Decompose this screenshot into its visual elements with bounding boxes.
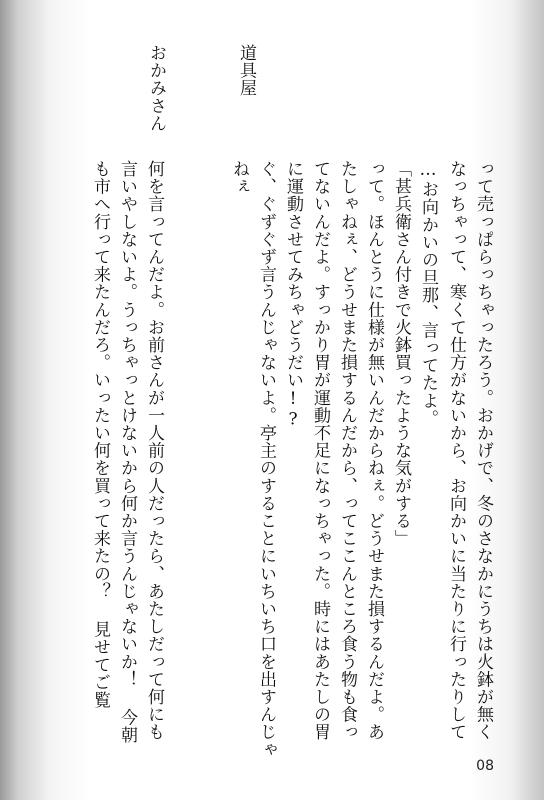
dialogue-line: も市へ行って来たんだろ。いったい何を買って来たの？ 見せてご覧	[90, 160, 110, 709]
dialogue-line: 何を言ってんだよ。お前さんが一人前の人だったら、あたしだって何にも	[144, 160, 164, 741]
dialogue-line: って。ほんとうに仕様が無いんだからねぇ。どうせまた損するんだよ。あ	[364, 160, 384, 741]
speaker-name-okamisan: おかみさん	[146, 44, 166, 132]
dialogue-line: たしゃねぇ、どうせまた損するんだから、ってここんところ食う物も食っ	[337, 160, 357, 741]
dialogue-line: …お向かいの旦那、言ってたよ。	[418, 160, 438, 427]
speaker-name-doguya: 道具屋	[236, 44, 256, 97]
dialogue-line: てないんだよ。すっかり胃が運動不足になっちゃった。時にはあたしの胃	[310, 160, 330, 741]
dialogue-line: ぐ、ぐずぐず言うんじゃないよ。亭主のすることにいちいち口を出すんじゃ	[256, 160, 276, 759]
dialogue-line: に運動させてみちゃどうだい!?	[283, 160, 303, 430]
dialogue-line: 「甚兵衛さん付きで火鉢買ったような気がする」	[391, 160, 411, 548]
dialogue-line: 言いやしないよ。うっちゃっとけないから何か言うんじゃないか！ 今朝	[117, 160, 137, 744]
dialogue-line: って売っぱらっちゃったろう。おかげで、冬のさなかにうちは火鉢が無く	[473, 160, 493, 741]
page-number: 08	[476, 758, 494, 774]
dialogue-line: ねぇ	[229, 160, 249, 196]
dialogue-line: なっちゃって、寒くて仕方がないから、お向かいに当たりに行ったりして	[446, 160, 466, 741]
